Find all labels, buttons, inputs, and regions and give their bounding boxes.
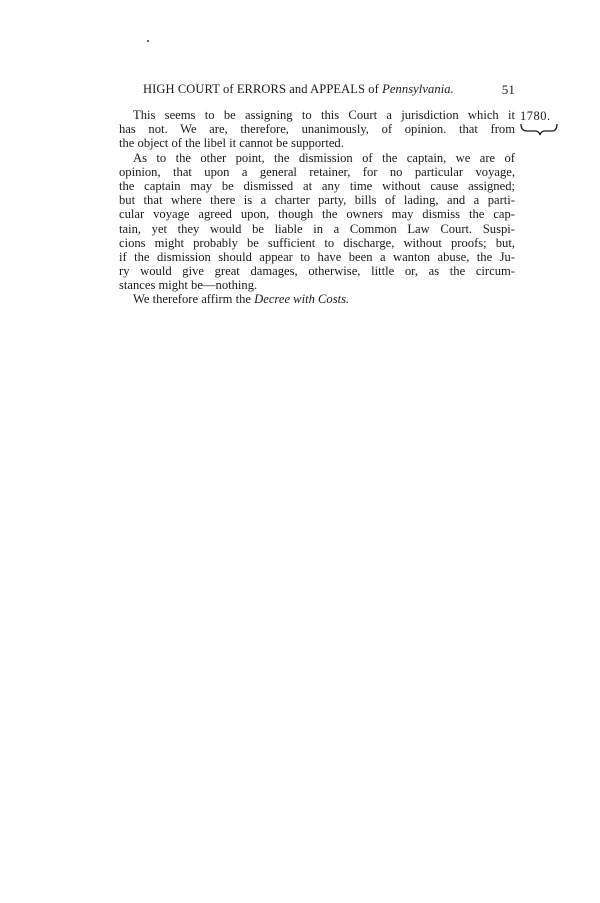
running-head <box>143 82 515 102</box>
text-line: but that where there is a charter party, bills of lading, and a parti- <box>119 193 515 208</box>
running-head-title-prefix: HIGH COURT of ERRORS and APPEALS of <box>143 82 383 96</box>
text-line: cular voyage agreed upon, though the owners may dismiss the cap- <box>119 207 515 222</box>
text-line: the object of the libel it cannot be supported. <box>119 136 344 151</box>
text-line: if the dismission should appear to have been a wanton abuse, the Ju- <box>119 249 515 264</box>
ink-speck <box>147 40 149 42</box>
text-line: cions might probably be sufficient to discharge, without proofs; but, <box>119 235 515 250</box>
page-number: 51 <box>501 82 515 97</box>
closing-text: We therefore affirm the <box>133 292 255 307</box>
text-line: tain, yet they would be liable in a Common Law Court. Suspi- <box>119 221 515 236</box>
running-head-state: Pennsylvania. <box>382 82 454 96</box>
text-line: opinion, that upon a general retainer, for no particular voyage, <box>119 164 515 179</box>
closing-emphasis: Decree with Costs. <box>254 292 350 307</box>
text-line-closing <box>119 292 515 306</box>
text-line: stances might be—nothing. <box>119 278 258 293</box>
brace-icon <box>519 122 559 136</box>
text-line: As to the other point, the dismission of the captain, we are of <box>133 150 515 165</box>
text-line: has not. We are, therefore, unanimously, of opinion. that from <box>119 122 515 137</box>
text-line: ry would give great damages, otherwise, little or, as the circum- <box>119 264 515 279</box>
body-text <box>119 108 515 307</box>
margin-year: 1780. <box>520 109 551 123</box>
text-line: the captain may be dismissed at any time without cause assigned; <box>119 178 515 193</box>
text-line: This seems to be assigning to this Court a jurisdiction which it <box>133 108 515 122</box>
running-head-title <box>143 82 454 97</box>
